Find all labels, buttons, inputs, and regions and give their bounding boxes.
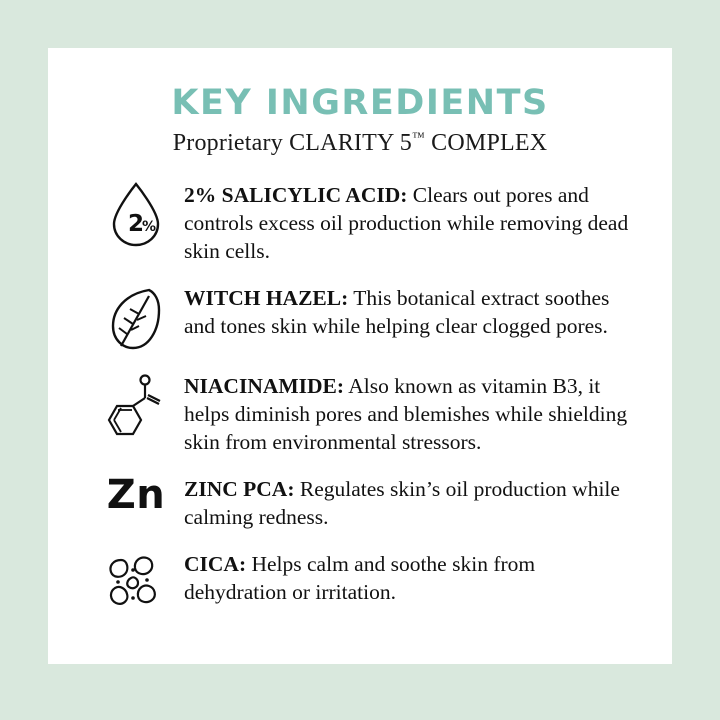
list-item bbox=[88, 548, 632, 612]
ingredient-description: This botanical extract soothes and tones skin while helping clear clogged pores. bbox=[184, 285, 610, 338]
svg-text:%: % bbox=[141, 218, 157, 235]
ingredient-description: Also known as vitamin B3, it helps diminish pores and blemishes while shielding skin from environmental stressors. bbox=[184, 373, 628, 455]
icon-cell bbox=[88, 282, 184, 354]
ingredient-name: WITCH HAZEL: bbox=[184, 285, 349, 310]
ingredient-text bbox=[184, 179, 632, 266]
ingredient-name: NIACINAMIDE: bbox=[184, 373, 345, 398]
ingredient-name: CICA: bbox=[184, 551, 247, 576]
list-item bbox=[88, 370, 632, 457]
icon-cell bbox=[88, 179, 184, 251]
icon-cell bbox=[88, 548, 184, 612]
icon-cell bbox=[88, 471, 184, 518]
ingredient-description: Regulates skin’s oil production while calming redness. bbox=[184, 476, 620, 530]
centella-leaves-icon bbox=[103, 550, 169, 612]
subtitle-suffix: COMPLEX bbox=[424, 129, 548, 156]
ingredient-text bbox=[184, 473, 632, 532]
ingredient-text bbox=[184, 370, 632, 457]
ingredient-description: Helps calm and soothe skin from dehydration or irritation. bbox=[184, 551, 536, 604]
list-item bbox=[88, 282, 632, 354]
subtitle-prefix: Proprietary CLARITY 5 bbox=[172, 129, 413, 156]
ingredient-name: 2% SALICYLIC ACID: bbox=[184, 182, 408, 207]
list-item bbox=[88, 179, 632, 266]
svg-text:2: 2 bbox=[127, 210, 145, 237]
ingredients-list bbox=[88, 179, 632, 612]
ingredient-text bbox=[184, 548, 632, 607]
ingredient-name: ZINC PCA: bbox=[184, 476, 295, 501]
droplet-2-percent-icon bbox=[106, 179, 166, 251]
page-subtitle bbox=[88, 129, 632, 157]
leaf-icon bbox=[105, 284, 167, 354]
icon-cell bbox=[88, 370, 184, 446]
list-item bbox=[88, 473, 632, 532]
trademark-symbol: ™ bbox=[412, 128, 425, 144]
ingredient-description: Clears out pores and controls excess oil production while removing dead skin cells. bbox=[184, 182, 629, 264]
ingredients-card bbox=[48, 48, 672, 664]
molecule-icon bbox=[103, 372, 169, 446]
ingredient-text bbox=[184, 282, 632, 341]
page-title: KEY INGREDIENTS bbox=[171, 83, 549, 123]
zinc-symbol-icon: Zn bbox=[106, 471, 166, 518]
